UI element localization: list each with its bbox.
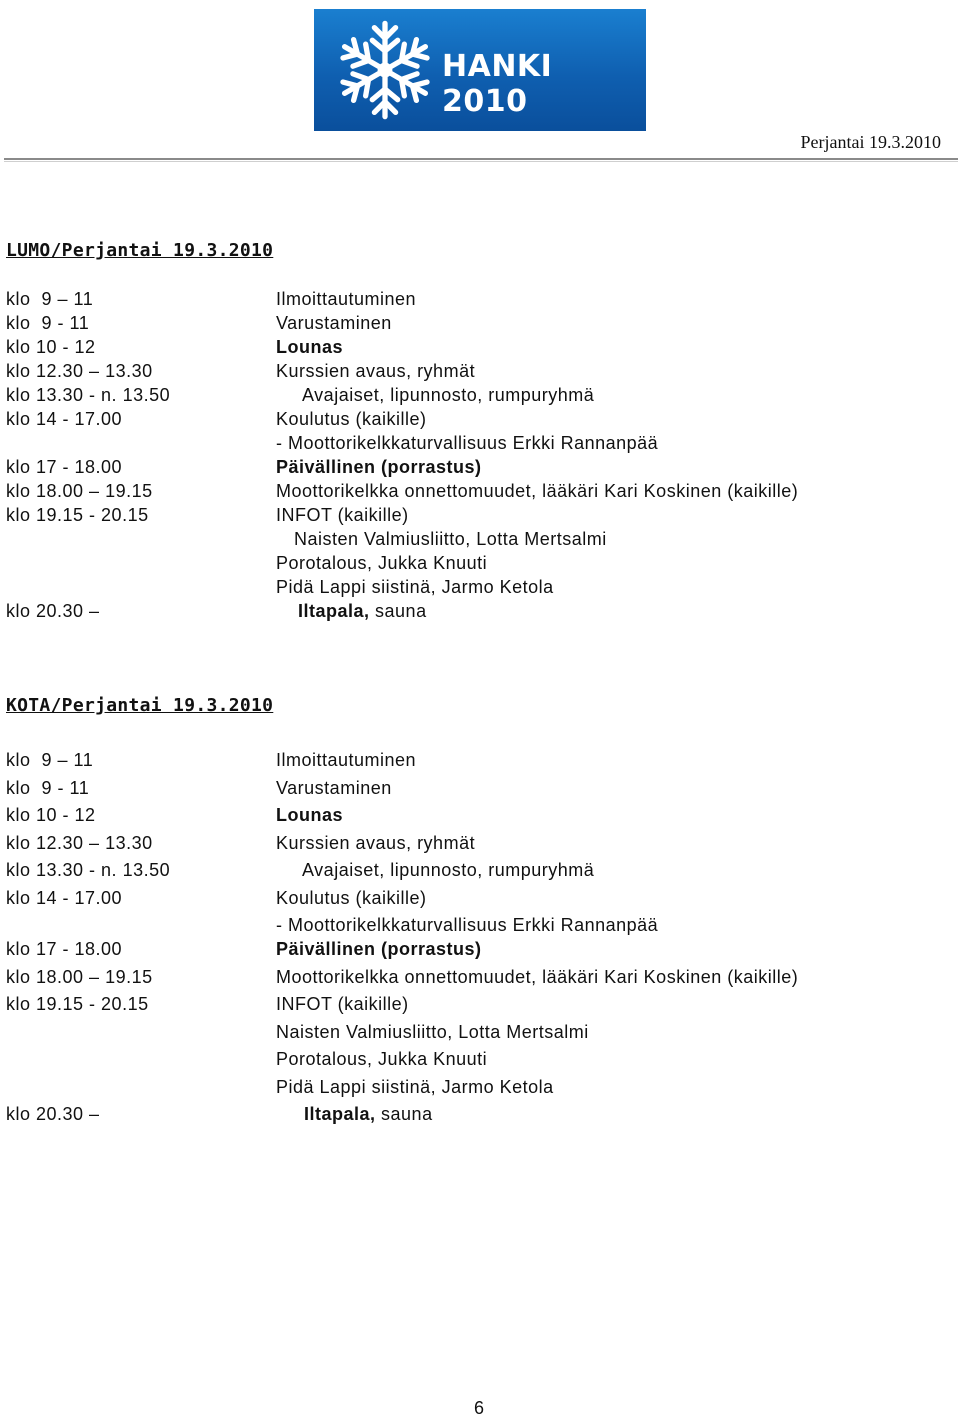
event-text: Päivällinen (porrastus) bbox=[276, 457, 482, 477]
time-range: klo 13.30 - n. 13.50 bbox=[6, 385, 171, 405]
event-bold-text: Iltapala, bbox=[298, 601, 370, 621]
event-rest-text: sauna bbox=[375, 1104, 433, 1124]
event-text: Päivällinen (porrastus) bbox=[276, 939, 482, 959]
event-text bbox=[304, 1104, 433, 1125]
event-text: Varustaminen bbox=[276, 778, 392, 798]
page-number: 6 bbox=[474, 1398, 485, 1418]
time-range: klo 9 - 11 bbox=[6, 313, 90, 333]
time-range: klo 9 – 11 bbox=[6, 289, 94, 309]
snowflake-icon bbox=[332, 17, 438, 123]
event-text: Kurssien avaus, ryhmät bbox=[276, 833, 476, 853]
time-range: klo 9 - 11 bbox=[6, 778, 90, 798]
time-range: klo 10 - 12 bbox=[6, 805, 96, 825]
event-text: Porotalous, Jukka Knuuti bbox=[276, 1049, 488, 1069]
event-text: Avajaiset, lipunnosto, rumpuryhmä bbox=[302, 385, 595, 405]
time-range: klo 17 - 18.00 bbox=[6, 457, 123, 477]
header-rule bbox=[4, 158, 958, 162]
time-range: klo 18.00 – 19.15 bbox=[6, 967, 153, 987]
section-title: KOTA/Perjantai 19.3.2010 bbox=[6, 695, 274, 716]
event-text bbox=[298, 601, 427, 622]
event-text: Avajaiset, lipunnosto, rumpuryhmä bbox=[302, 860, 595, 880]
header-date: Perjantai 19.3.2010 bbox=[800, 132, 941, 152]
event-text: Moottorikelkka onnettomuudet, lääkäri Kari Koskinen (kaikille) bbox=[276, 481, 799, 501]
event-text: Naisten Valmiusliitto, Lotta Mertsalmi bbox=[276, 1022, 589, 1042]
event-text: Koulutus (kaikille) bbox=[276, 888, 427, 908]
time-range: klo 18.00 – 19.15 bbox=[6, 481, 153, 501]
event-text: Ilmoittautuminen bbox=[276, 289, 417, 309]
time-range: klo 17 - 18.00 bbox=[6, 939, 123, 959]
event-text: - Moottorikelkkaturvallisuus Erkki Rannanpää bbox=[276, 433, 659, 453]
event-text: Kurssien avaus, ryhmät bbox=[276, 361, 476, 381]
event-text: Naisten Valmiusliitto, Lotta Mertsalmi bbox=[294, 529, 607, 549]
time-range: klo 12.30 – 13.30 bbox=[6, 833, 153, 853]
event-bold-text: Iltapala, bbox=[304, 1104, 376, 1124]
event-text: Varustaminen bbox=[276, 313, 392, 333]
time-range: klo 20.30 – bbox=[6, 601, 100, 621]
event-text: - Moottorikelkkaturvallisuus Erkki Rannanpää bbox=[276, 915, 659, 935]
event-rest-text: sauna bbox=[369, 601, 427, 621]
event-text: Pidä Lappi siistinä, Jarmo Ketola bbox=[276, 577, 554, 597]
event-text: Moottorikelkka onnettomuudet, lääkäri Kari Koskinen (kaikille) bbox=[276, 967, 799, 987]
time-range: klo 14 - 17.00 bbox=[6, 888, 123, 908]
time-range: klo 20.30 – bbox=[6, 1104, 100, 1124]
event-text: Koulutus (kaikille) bbox=[276, 409, 427, 429]
event-text: INFOT (kaikille) bbox=[276, 505, 409, 525]
event-text: Lounas bbox=[276, 805, 344, 825]
time-range: klo 10 - 12 bbox=[6, 337, 96, 357]
event-text: Lounas bbox=[276, 337, 344, 357]
event-text: Pidä Lappi siistinä, Jarmo Ketola bbox=[276, 1077, 554, 1097]
section-title: LUMO/Perjantai 19.3.2010 bbox=[6, 240, 274, 261]
time-range: klo 19.15 - 20.15 bbox=[6, 994, 149, 1014]
time-range: klo 13.30 - n. 13.50 bbox=[6, 860, 171, 880]
event-text: Ilmoittautuminen bbox=[276, 750, 417, 770]
logo-text: HANKI 2010 bbox=[442, 49, 553, 119]
time-range: klo 19.15 - 20.15 bbox=[6, 505, 149, 525]
hanki-2010-logo bbox=[314, 9, 646, 131]
time-range: klo 14 - 17.00 bbox=[6, 409, 123, 429]
time-range: klo 12.30 – 13.30 bbox=[6, 361, 153, 381]
event-text: Porotalous, Jukka Knuuti bbox=[276, 553, 488, 573]
event-text: INFOT (kaikille) bbox=[276, 994, 409, 1014]
time-range: klo 9 – 11 bbox=[6, 750, 94, 770]
